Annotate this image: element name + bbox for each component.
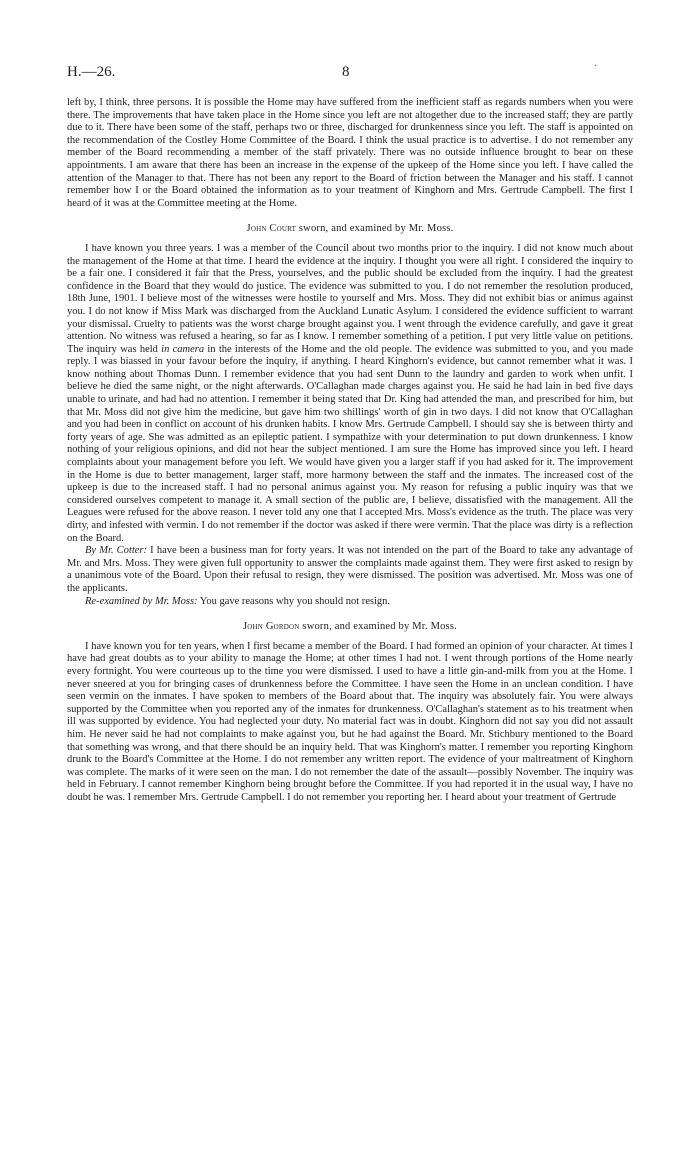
witness-name: John Court bbox=[246, 223, 297, 235]
gordon-testimony-paragraph: I have known you for ten years, when I first became a member of the Board. I had formed an opinion of your character. At times I have had great doubts as to your ability to manage the Home; at other times I had not. I went through portions of the Home nearly every fortnight. You were courteous up to the time you were dismissed. I used to have a little gin-and-milk from you at the Home. I never sneered at you for bringing cases of drunkenness before the Committee. I have seen the Home in an unclean condition. I have seen vermin on the inmates. I have spoken to members of the Board about that. The inquiry was absolutely fair. You were always supported by the Committee when you reported any of the inmates for drunkenness. O'Callaghan's statement as to his treatment when ill was supported by evidence. You had neglected your duty. No material fact was in doubt. Kinghorn did not say you did not assault him. He never said he had not complaints to make against you, but he had against the Board. Mr. Stichbury mentioned to the Board that something was wrong, and that there should be an inquiry held. That was Kinghorn's matter. I remember you reporting Kinghorn drunk to the Board's Committee at the Home. I do not remember any written report. The evidence of your maltreatment of Kinghorn was complete. The marks of it were seen on the man. I do not remember the date of the assault—possibly November. The inquiry was held in February. I cannot remember Kinghorn being brought before the Committee. If you had reported it in the usual way, I have no doubt he was. I remember Mrs. Gertrude Campbell. I do not remember you reporting her. I heard about your treatment of Gertrude bbox=[67, 640, 633, 803]
paragraph-text: I have been a business man for forty years. It was not intended on the part of the Board to take any advantage of Mr. and Mrs. Moss. They were given full opportunity to answer the complaints made against them. They were first asked to resign by a unanimous vote of the Board. Upon their refusal to resign, they were dismissed. The position was advertised. Mr. Moss was one of the applicants. bbox=[67, 545, 633, 594]
heading-text: sworn, and examined by Mr. Moss. bbox=[299, 621, 457, 633]
page-header bbox=[67, 64, 633, 84]
document-body bbox=[67, 97, 633, 804]
court-reexamination-paragraph bbox=[67, 596, 633, 609]
corner-mark: . bbox=[594, 57, 597, 69]
intro-paragraph: left by, I think, three persons. It is possible the Home may have suffered from the inefficient staff as regards numbers when you were there. The improvements that have taken place in the Home since you left are not altogether due to the increased staff; they are partly due to it. There have been some of the staff, perhaps two or three, discharged for drunkenness since you left. The staff is appointed on the recommendation of the Costley Home Committee of the Board. I think the usual practice is to advertise. I do not remember any member of the Board recommending a member of the staff privately. There was no outside influence brought to bear on these appointments. I am aware that there has been an increase in the expense of the upkeep of the Home since you left. I have called the attention of the Manager to that. There has not been any report to the Board of friction between the Manager and his staff. I cannot remember how I or the Board obtained the information as to your treatment of Kinghorn and Mrs. Gertrude Campbell. The first I heard of it was at the Committee meeting at the Home. bbox=[67, 97, 633, 209]
court-testimony-paragraph bbox=[67, 243, 633, 545]
paragraph-text: in the interests of the Home and the old people. The evidence was submitted to you, and you made reply. I was biassed in your favour before the inquiry, if anything. I heard Kinghorn's evidence, but cannot remember what it was. I know nothing about Thomas Dunn. I remember evidence that you had sent Dunn to the laundry and garden to work when unfit. I believe he died the same night, or the night afterwards. O'Callaghan made charges against you. He said he had lain in bed five days unable to urinate, and had had no attention. I remember it being stated that Dr. King had attended the man, and prescribed for him, but that Mr. Moss did not give him the medicine, but gave him two shillings' worth of gin in two days. I did not know that O'Callaghan and you had been in conflict on account of his drunken habits. I know Mrs. Gertrude Campbell. I should say she is between thirty and forty years of age. She was admitted as an epileptic patient. I sympathize with your determination to put down drunkenness. I know nothing of your religious opinions, and did not hear the subject mentioned. I am sure the Home has improved since you left. I heard complaints about your management before you left. We would have given you a larger staff if you had asked for it. The improvement in the Home is due to better management, larger staff, more harmony between the staff and the inmates. The increased cost of the upkeep is due to the increased staff. I had no personal animus against you. My reason for refusing a public inquiry was that we considered ourselves competent to manage it. A small section of the public are, I believe, dissatisfied with the management. All the Leagues were refused for the above reason. I never told any one that I accepted Mrs. Moss's evidence as the truth. The place was very dirty, and infested with vermin. I do not remember if the doctor was asked if there were vermin. That the place was dirty is a reflection on the Board. bbox=[67, 343, 633, 544]
page-number: 8 bbox=[342, 64, 350, 80]
section-heading-court bbox=[67, 223, 633, 236]
court-cross-examination-paragraph bbox=[67, 545, 633, 595]
examiner-label: By Mr. Cotter: bbox=[85, 545, 148, 557]
paragraph-text: You gave reasons why you should not resign. bbox=[197, 595, 391, 607]
italic-phrase: in camera bbox=[161, 343, 205, 355]
document-reference: H.—26. bbox=[67, 64, 116, 80]
witness-name: John Gordon bbox=[243, 621, 300, 633]
section-heading-gordon bbox=[67, 621, 633, 634]
examiner-label: Re-examined by Mr. Moss: bbox=[85, 595, 198, 607]
paragraph-text: I have known you three years. I was a member of the Council about two months prior to the inquiry. I did not know much about the management of the Home at that time. I heard the evidence at the inquiry. I thought you were all right. I considered the inquiry to be a fair one. I considered it fair that the Press, yourselves, and the public should be excluded from the inquiry. I had the greatest confidence in the Board that they would do justice. The evidence was submitted to you. I do not remember the resolution produced, 18th June, 1901. I believe most of the witnesses were hostile to yourself and Mrs. Moss. They did not exhibit bias or animus against you. I do not know if Miss Mark was discharged from the Auckland Lunatic Asylum. I considered the evidence sufficient to warrant your dismissal. Cruelty to patients was the worst charge brought against you. I went through the evidence carefully, and gave it great attention. No witness was refused a hearing, so far as I know. I remember something of a petition. I put very little value on petitions. The inquiry was held bbox=[67, 242, 633, 355]
heading-text: sworn, and examined by Mr. Moss. bbox=[296, 223, 454, 235]
